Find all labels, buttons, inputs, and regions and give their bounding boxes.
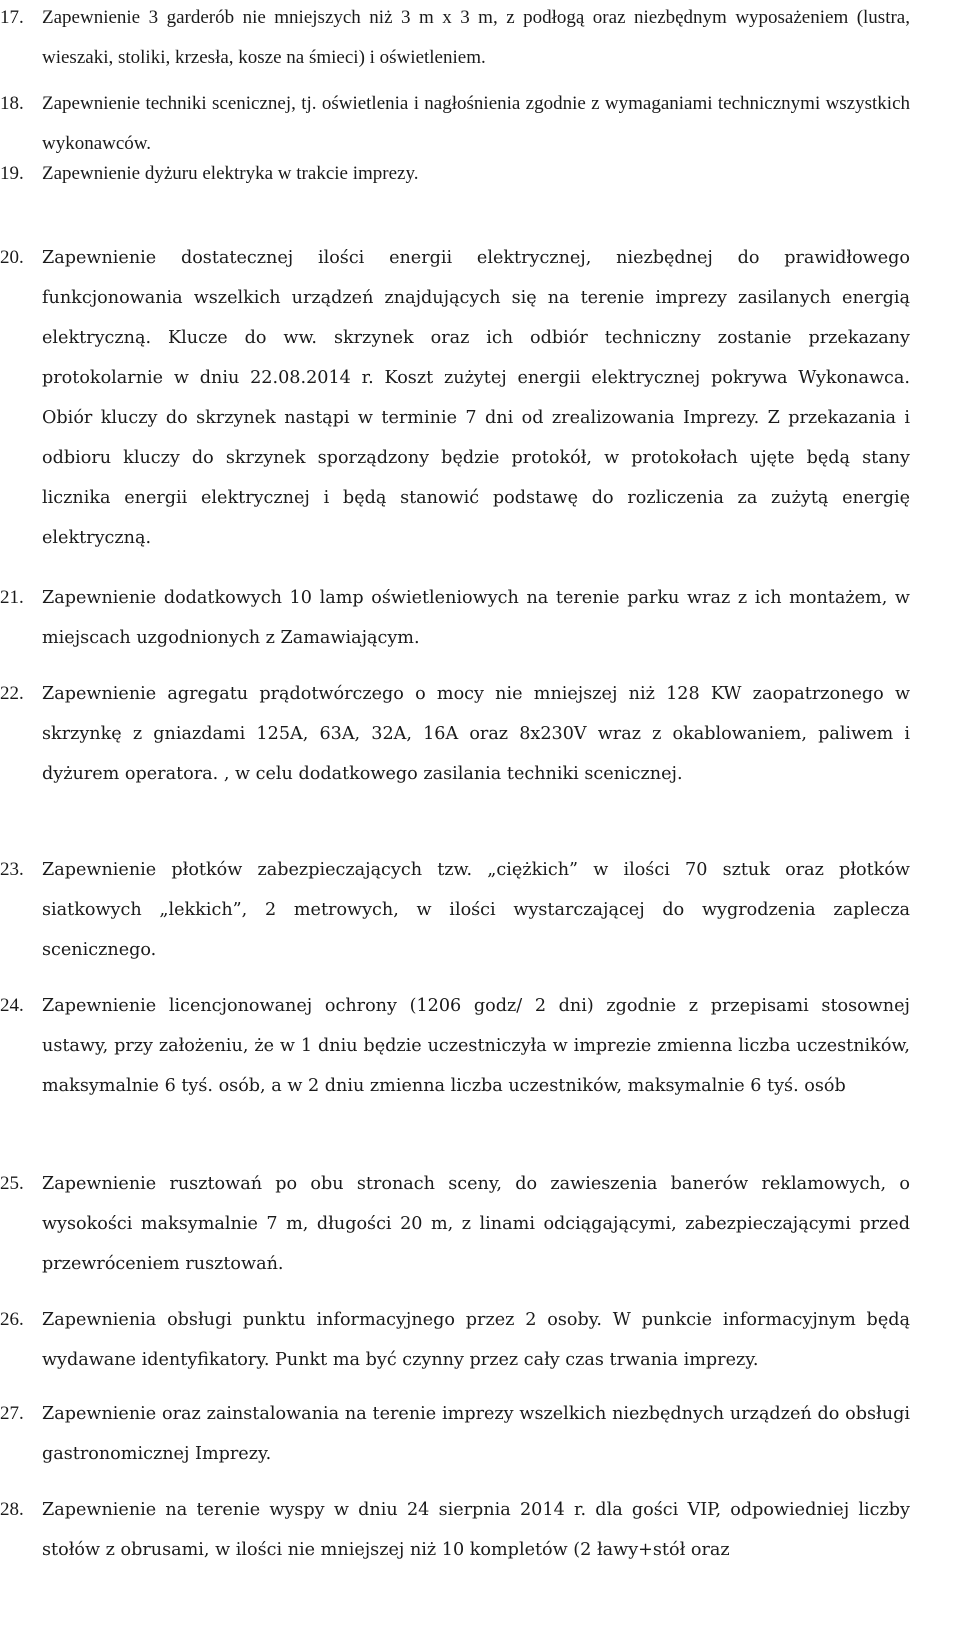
item-number: 26. bbox=[0, 1309, 24, 1330]
item-text: Zapewnienie na terenie wyspy w dniu 24 sierpnia 2014 r. dla gości VIP, odpowiedniej liczby stołów z obrusami, w ilości nie mniejszej niż 10 kompletów (2 ławy+stół oraz bbox=[42, 1500, 910, 1560]
item-text: Zapewnienie 3 garderób nie mniejszych niż 3 m x 3 m, z podłogą oraz niezbędnym wyposażeniem (lustra, wieszaki, stoliki, krzesła, kosze na śmieci) i oświetleniem. bbox=[42, 7, 910, 68]
item-text: Zapewnienie rusztowań po obu stronach sceny, do zawieszenia banerów reklamowych, o wysokości maksymalnie 7 m, długości 20 m, z linami odciągającymi, zabezpieczającymi przed przewróceniem rusztowań. bbox=[42, 1174, 910, 1274]
item-text: Zapewnienie oraz zainstalowania na terenie imprezy wszelkich niezbędnych urządzeń do obsługi gastronomicznej Imprezy. bbox=[42, 1404, 910, 1464]
item-number: 23. bbox=[0, 859, 24, 880]
item-text: Zapewnienie dodatkowych 10 lamp oświetleniowych na terenie parku wraz z ich montażem, w miejscach uzgodnionych z Zamawiającym. bbox=[42, 588, 910, 648]
item-number: 21. bbox=[0, 587, 24, 608]
item-text: Zapewnienie dostatecznej ilości energii elektrycznej, niezbędnej do prawidłowego funkcjonowania wszelkich urządzeń znajdujących się na terenie imprezy zasilanych energią elektryczną. Klucze do ww. skrzynek oraz ich odbiór techniczny zostanie przekazany protokolarnie w dniu 22.08.2014 r. Koszt zużytej energii elektrycznej pokrywa Wykonawca. Obiór kluczy do skrzynek nastąpi w terminie 7 dni od zrealizowania Imprezy. Z przekazania i odbioru kluczy do skrzynek sporządzony będzie protokół, w protokołach ujęte będą stany licznika energii elektrycznej i będą stanowić podstawę do rozliczenia za zużytą energię elektryczną. bbox=[42, 248, 910, 548]
item-number: 24. bbox=[0, 995, 24, 1016]
item-number: 20. bbox=[0, 247, 24, 268]
item-text: Zapewnienie agregatu prądotwórczego o mocy nie mniejszej niż 128 KW zaopatrzonego w skrzynkę z gniazdami 125A, 63A, 32A, 16A oraz 8x230V wraz z okablowaniem, paliwem i dyżurem operatora. , w celu dodatkowego zasilania techniki scenicznej. bbox=[42, 684, 910, 784]
item-text: Zapewnienia obsługi punktu informacyjnego przez 2 osoby. W punkcie informacyjnym będą wydawane identyfikatory. Punkt ma być czynny przez cały czas trwania imprezy. bbox=[42, 1310, 910, 1370]
item-number: 18. bbox=[0, 93, 24, 114]
item-number: 19. bbox=[0, 163, 24, 184]
item-number: 25. bbox=[0, 1173, 24, 1194]
item-number: 28. bbox=[0, 1499, 24, 1520]
item-text: Zapewnienie dyżuru elektryka w trakcie imprezy. bbox=[42, 163, 419, 184]
item-number: 17. bbox=[0, 7, 24, 28]
item-text: Zapewnienie licencjonowanej ochrony (1206 godz/ 2 dni) zgodnie z przepisami stosownej ustawy, przy założeniu, że w 1 dniu będzie uczestniczyła w imprezie zmienna liczba uczestników, maksymalnie 6 tyś. osób, a w 2 dniu zmienna liczba uczestników, maksymalnie 6 tyś. osób bbox=[42, 996, 910, 1096]
item-number: 27. bbox=[0, 1403, 24, 1424]
item-number: 22. bbox=[0, 683, 24, 704]
item-text: Zapewnienie płotków zabezpieczających tzw. „ciężkich” w ilości 70 sztuk oraz płotków siatkowych „lekkich”, 2 metrowych, w ilości wystarczającej do wygrodzenia zaplecza scenicznego. bbox=[42, 860, 910, 960]
item-text: Zapewnienie techniki scenicznej, tj. oświetlenia i nagłośnienia zgodnie z wymaganiami technicznymi wszystkich wykonawców. bbox=[42, 93, 910, 154]
